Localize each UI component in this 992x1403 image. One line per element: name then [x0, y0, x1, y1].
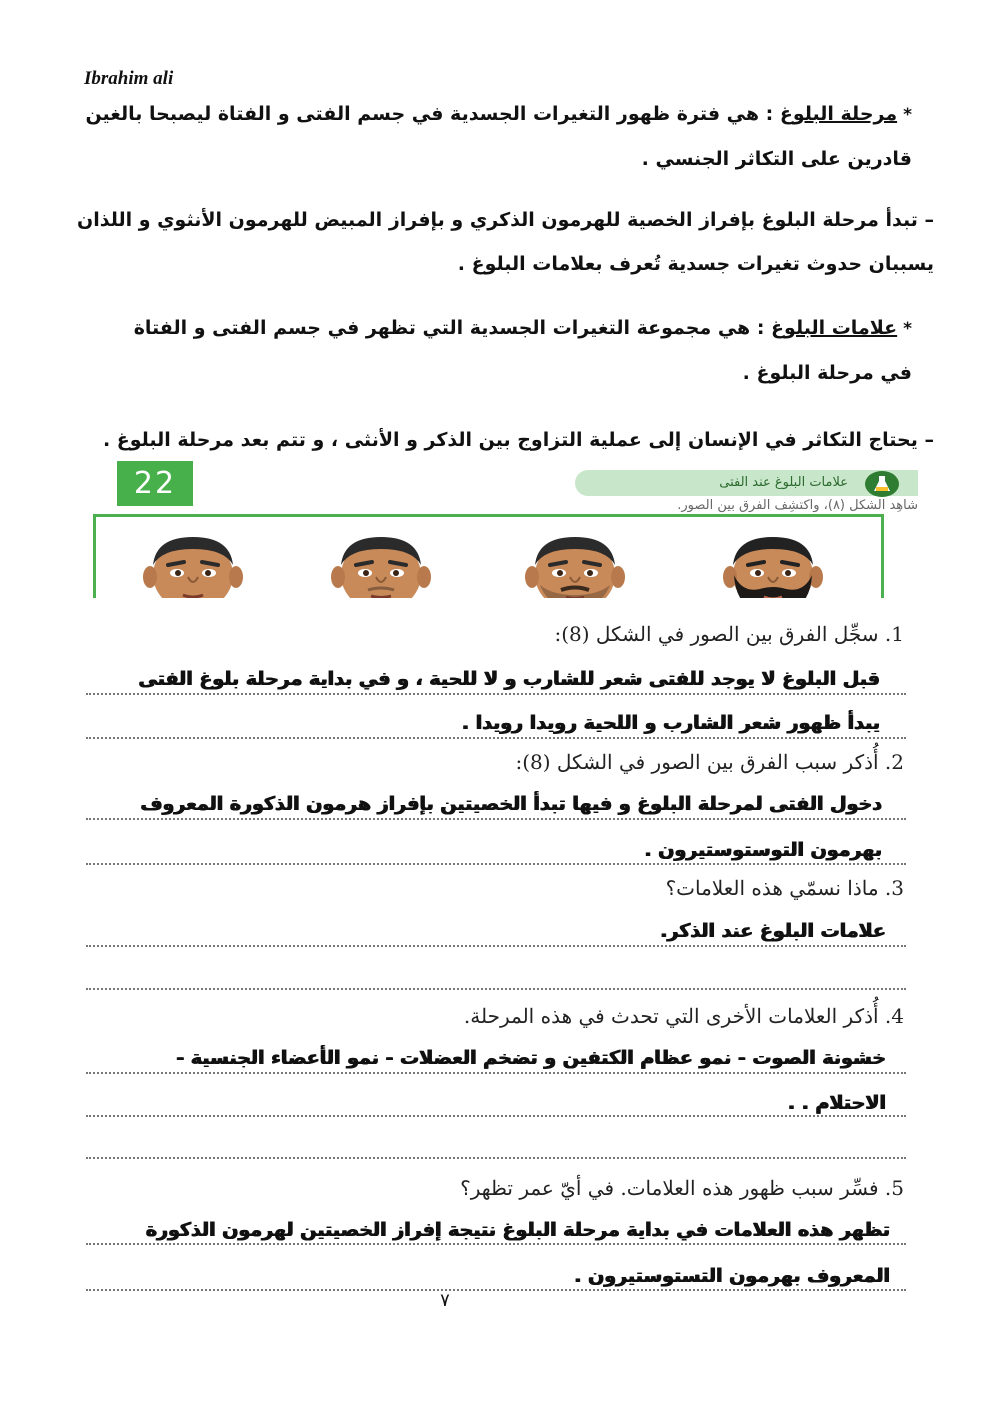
face-stubble — [518, 531, 632, 598]
answer-line — [86, 737, 906, 739]
answer-line — [86, 1072, 906, 1074]
question-4: 4. أُذكر العلامات الأخرى التي تحدث في هذه المرحلة. — [463, 1004, 904, 1028]
reproduction-paragraph: – يحتاج التكاثر في الإنسان إلى عملية التزاوج بين الذكر و الأنثى ، و تتم بعد مرحلة البلوغ . — [102, 429, 934, 451]
puberty-start-paragraph: – تبدأ مرحلة البلوغ بإفراز الخصية للهرمون الذكري و بإفراز المبيض للهرمون الأنثوي و اللذان يسببان حدوث تغيرات جسدية تُعرف بعلامات البلوغ . — [76, 209, 934, 275]
page-footer-number: ٧ — [440, 1290, 450, 1311]
answer-line — [86, 1115, 906, 1117]
answer-line — [86, 863, 906, 865]
face-light-mustache — [324, 531, 438, 598]
book-page-number: 22 — [117, 461, 193, 506]
answer-line — [86, 818, 906, 820]
book-instruction: شاهِد الشكل (٨)، واكتشِف الفرق بين الصور. — [677, 498, 918, 513]
asterisk-bullet: * — [903, 319, 912, 339]
question-3: 3. ماذا نسمّي هذه العلامات؟ — [665, 876, 904, 900]
face-full-beard — [716, 531, 830, 598]
answer-4-line-2: الاحتلام . . — [787, 1092, 886, 1114]
answer-1-line-1: قبل البلوغ لا يوجد للفتى شعر للشارب و لا للحية ، و في بداية مرحلة بلوغ الفتى — [138, 668, 880, 690]
answer-5-line-1: تظهر هذه العلامات في بداية مرحلة البلوغ نتيجة إفراز الخصيتين لهرمون الذكورة — [145, 1219, 890, 1241]
answer-4-line-1: خشونة الصوت - نمو عظام الكتفين و تضخم العضلات - نمو الأعضاء الجنسية - — [176, 1047, 886, 1069]
answer-3-line-1: علامات البلوغ عند الذكر. — [660, 920, 886, 942]
faces-figure — [93, 514, 884, 598]
definition-puberty-signs — [100, 306, 912, 395]
answer-line — [86, 1157, 906, 1159]
question-5: 5. فسِّر سبب ظهور هذه العلامات. في أيّ عمر تظهر؟ — [460, 1176, 904, 1200]
answer-5-line-2: المعروف بهرمون التستوستيرون . — [574, 1265, 890, 1287]
definition-text: : هي فترة ظهور التغيرات الجسدية في جسم الفتى و الفتاة ليصبحا بالغين قادرين على التكاثر الجنسي . — [85, 103, 912, 170]
answer-line — [86, 945, 906, 947]
answer-line — [86, 693, 906, 695]
answer-2-line-1: دخول الفتى لمرحلة البلوغ و فيها تبدأ الخصيتين بإفراز هرمون الذكورة المعروف — [140, 793, 882, 815]
question-1: 1. سجِّل الفرق بين الصور في الشكل (8): — [554, 622, 904, 646]
section-title-tab: علامات البلوغ عند الفتى — [575, 470, 918, 496]
face-no-beard — [136, 531, 250, 598]
definition-text: : هي مجموعة التغيرات الجسدية التي تظهر في جسم الفتى و الفتاة في مرحلة البلوغ . — [133, 317, 912, 384]
question-2: 2. أُذكر سبب الفرق بين الصور في الشكل (8): — [515, 750, 904, 774]
answer-1-line-2: يبدأ ظهور شعر الشارب و اللحية رويدا رويدا . — [461, 712, 880, 734]
answer-line — [86, 1243, 906, 1245]
flask-icon — [860, 470, 900, 500]
author-name: Ibrahim ali — [84, 68, 174, 89]
definition-puberty-stage — [84, 92, 912, 181]
term-puberty-signs: علامات البلوغ — [771, 317, 898, 339]
asterisk-bullet: * — [903, 105, 912, 125]
answer-2-line-2: بهرمون التوستوستيرون . — [644, 839, 882, 861]
term-puberty-stage: مرحلة البلوغ — [779, 103, 898, 125]
answer-line — [86, 1289, 906, 1291]
answer-line — [86, 988, 906, 990]
